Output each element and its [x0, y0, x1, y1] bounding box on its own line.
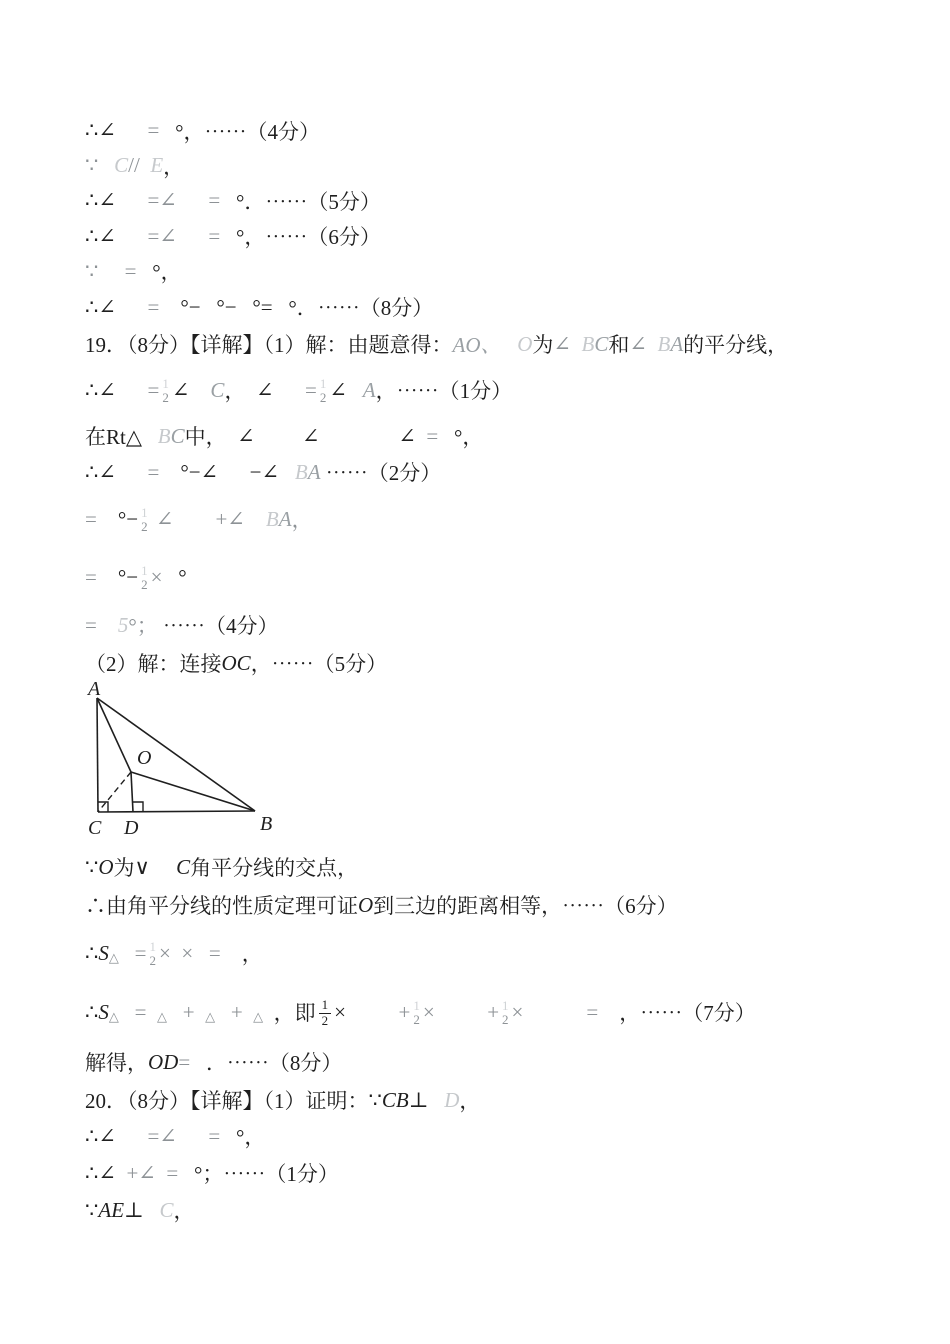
text-segment — [119, 1000, 135, 1025]
text-segment: °− — [216, 294, 237, 319]
text-segment: = — [208, 940, 221, 965]
text-segment — [273, 295, 289, 320]
text-segment: ∠ — [329, 377, 347, 402]
text-segment: ∠ — [237, 423, 255, 448]
fraction-one-half: 1 2 — [162, 375, 169, 405]
fraction-one-half: $\frac{1}{2}$ — [319, 998, 332, 1028]
text-segment: ∵ — [368, 1087, 382, 1112]
text-segment — [159, 460, 180, 485]
text-segment: C — [159, 1197, 174, 1222]
text-segment: C — [210, 377, 225, 402]
text-segment: ∠ — [155, 506, 174, 531]
text-segment: ．⋯⋯（8分） — [205, 1051, 343, 1075]
text-segment: °− — [180, 294, 201, 319]
figure-label-o: O — [137, 747, 152, 769]
text-segment — [140, 153, 151, 178]
text-segment: °，⋯⋯（4分） — [175, 119, 320, 144]
text-segment — [237, 295, 253, 320]
text-segment — [320, 424, 399, 449]
text-segment — [116, 188, 148, 213]
text-segment: A — [362, 377, 376, 402]
fraction-one-half: 1 2 — [413, 997, 420, 1027]
text-segment — [159, 118, 175, 143]
text-segment: △ — [156, 1009, 167, 1024]
text-segment — [218, 460, 250, 485]
text-segment — [347, 378, 363, 403]
text-segment — [274, 378, 306, 403]
text-segment: =∠ — [147, 223, 177, 248]
text-segment — [97, 565, 118, 590]
line-half-angles-1pt — [85, 362, 920, 418]
text-segment: = — [208, 223, 221, 248]
text-segment: 解得， — [85, 1051, 148, 1075]
text-segment — [97, 507, 118, 532]
text-segment: （2）解：连接 — [85, 652, 222, 676]
text-segment: 和 — [608, 333, 630, 357]
text-segment: × — [181, 940, 194, 965]
line-angle-eq-4pts — [85, 113, 920, 148]
text-segment — [435, 1000, 488, 1025]
text-segment — [150, 855, 176, 880]
text-segment: E — [150, 153, 164, 177]
text-segment — [177, 188, 209, 213]
text-segment: + — [398, 999, 411, 1024]
text-segment — [178, 1161, 194, 1186]
side-cb — [98, 811, 255, 812]
text-segment: S — [98, 999, 109, 1024]
text-segment: = — [426, 423, 439, 448]
text-segment — [190, 1050, 206, 1075]
text-segment: × — [422, 999, 435, 1024]
fraction-one-half: 1 2 — [502, 997, 509, 1027]
text-segment: ， — [163, 154, 185, 179]
text-segment — [98, 259, 124, 284]
solution-lines-bottom — [85, 848, 920, 1228]
line-o-intersection — [85, 848, 920, 886]
text-segment: △ — [108, 950, 119, 965]
text-segment: 20．（8分）【详解】（1）证明： — [85, 1089, 369, 1113]
text-segment: = — [134, 940, 147, 965]
text-segment: °， — [454, 425, 484, 449]
text-segment: °，⋯⋯（6分） — [236, 225, 381, 249]
text-segment: ∨ — [134, 854, 150, 879]
text-segment: AE — [98, 1197, 125, 1222]
text-segment: × — [334, 999, 346, 1024]
text-segment: °= — [252, 294, 273, 319]
text-segment: ， — [241, 942, 263, 966]
text-segment — [438, 424, 454, 449]
text-segment — [97, 613, 118, 638]
figure-label-a: A — [88, 682, 101, 700]
text-segment: ， — [224, 379, 246, 403]
text-segment: ∴ — [85, 940, 99, 965]
text-segment: ， — [291, 508, 313, 532]
text-segment: ∠ — [629, 331, 647, 356]
text-segment: ，⋯⋯（7分） — [619, 1001, 756, 1025]
line-angle-eq-5pts — [85, 183, 920, 218]
text-segment: ⋯⋯（4分） — [163, 614, 279, 638]
text-segment — [221, 941, 242, 966]
text-segment: B — [657, 331, 671, 356]
text-segment: = — [85, 506, 97, 531]
text-segment: ∴∠ — [85, 377, 116, 402]
text-segment: OC — [221, 650, 251, 675]
text-segment: 为 — [532, 333, 554, 357]
text-segment: A — [278, 506, 292, 531]
text-segment: + — [230, 999, 243, 1024]
text-segment — [167, 1000, 183, 1025]
text-segment: B — [265, 506, 279, 531]
text-segment: B — [157, 423, 171, 448]
text-segment — [523, 1000, 586, 1025]
line-q20-sum-1pt — [85, 1154, 920, 1192]
text-segment: ° — [178, 564, 187, 589]
text-segment — [189, 378, 210, 403]
text-segment: ⊥ — [408, 1087, 429, 1112]
text-segment: ⋯⋯（2分） — [325, 461, 442, 485]
text-segment — [220, 1124, 236, 1149]
text-segment: C — [176, 854, 191, 879]
text-segment — [116, 460, 148, 485]
text-segment — [136, 259, 152, 284]
text-segment: ，即 — [273, 1001, 316, 1025]
text-segment: O — [98, 854, 114, 879]
line-result-4pts — [85, 606, 920, 644]
text-segment — [346, 1000, 399, 1025]
line-half-times — [85, 548, 920, 606]
line-area-sum-7pts — [85, 982, 920, 1042]
text-segment: C — [170, 423, 185, 448]
segment-oc-dashed — [98, 772, 131, 812]
text-segment — [263, 1000, 274, 1025]
text-segment: × — [511, 999, 524, 1024]
text-segment: +∠ — [215, 506, 245, 531]
text-segment: + — [487, 999, 500, 1024]
text-segment: ，⋯⋯（1分） — [375, 379, 513, 403]
text-segment: 角平分线的交点， — [190, 856, 359, 880]
text-segment — [195, 1000, 206, 1025]
text-segment — [159, 295, 180, 320]
segment-od — [131, 772, 133, 812]
text-segment — [173, 507, 215, 532]
text-segment: 到三边的距离相等，⋯⋯（6分） — [373, 894, 678, 918]
text-segment: = — [166, 1160, 179, 1185]
text-segment: ∴∠ — [85, 188, 116, 212]
line-area-abc — [85, 924, 920, 982]
line-q20-ae-perp — [85, 1192, 920, 1228]
text-segment: ∴∠ — [85, 294, 116, 319]
line-distance-equal-6pts — [85, 886, 920, 924]
line-angle-eq-6pts — [85, 218, 920, 254]
text-segment — [116, 224, 148, 249]
text-segment: ∴∠ — [85, 1123, 116, 1148]
text-segment — [428, 1088, 444, 1113]
line-parallel-premise — [85, 148, 920, 183]
text-segment — [201, 295, 217, 320]
text-segment: ， — [173, 1199, 195, 1223]
text-segment: ∵ — [85, 258, 99, 283]
fraction-one-half: 1 2 — [149, 938, 156, 968]
side-ac — [97, 698, 98, 812]
text-segment — [162, 565, 178, 590]
solution-lines-top — [85, 113, 920, 682]
text-segment: ∠ — [301, 423, 320, 448]
text-segment: 为 — [113, 856, 135, 880]
text-segment — [571, 332, 582, 357]
text-segment: ∠ — [255, 377, 274, 402]
fraction-one-half: 1 2 — [141, 562, 148, 592]
text-segment — [144, 1198, 160, 1223]
text-segment: AO、 — [452, 333, 502, 357]
text-segment: 在Rt△ — [85, 425, 142, 449]
geometry-figure — [85, 682, 920, 848]
text-segment — [116, 1124, 148, 1149]
figure-label-c: C — [88, 817, 102, 839]
line-aob-expansion-2pts — [85, 454, 920, 490]
text-segment — [116, 378, 148, 403]
text-segment: O — [358, 892, 374, 917]
text-segment: CB — [381, 1087, 409, 1112]
text-segment: = — [178, 1049, 191, 1074]
text-segment: = — [208, 188, 221, 212]
line-angle-eq-8pts — [85, 288, 920, 326]
text-segment — [255, 424, 302, 449]
text-segment: A — [307, 459, 321, 484]
text-segment: △ — [253, 1009, 264, 1024]
text-segment: −∠ — [249, 459, 280, 484]
text-segment — [279, 460, 295, 485]
text-segment: 的平分线， — [683, 333, 789, 357]
text-segment — [177, 224, 209, 249]
text-segment: 19．（8分）【详解】（1）解：由题意得： — [85, 333, 453, 357]
text-segment: // — [128, 153, 140, 177]
text-segment: °− — [117, 564, 139, 589]
text-segment — [416, 424, 427, 449]
fraction-one-half: 1 2 — [141, 504, 148, 534]
text-segment: △ — [108, 1009, 119, 1024]
text-segment: 5 — [117, 612, 129, 637]
text-segment — [220, 224, 236, 249]
figure-label-b: B — [260, 813, 273, 835]
line-connect-oc-5pts — [85, 644, 920, 682]
text-segment: =∠ — [147, 188, 177, 212]
text-segment: = — [85, 564, 97, 589]
text-segment: ⊥ — [124, 1197, 144, 1222]
text-segment — [245, 378, 256, 403]
text-segment: ∵ — [85, 1197, 99, 1222]
text-segment: C — [114, 153, 129, 177]
text-segment: °．⋯⋯（5分） — [236, 189, 381, 214]
text-segment: × — [150, 564, 163, 589]
text-segment — [227, 424, 238, 449]
text-segment — [245, 507, 266, 532]
text-segment: O — [517, 331, 533, 356]
text-segment: ，⋯⋯（5分） — [250, 652, 388, 676]
text-segment: = — [124, 258, 137, 283]
side-ab — [97, 698, 255, 811]
text-segment: ， — [459, 1089, 481, 1113]
text-segment — [502, 332, 518, 357]
text-segment: ∴∠ — [85, 118, 116, 142]
text-segment: C — [594, 331, 609, 356]
text-segment: ∠ — [171, 377, 190, 402]
text-segment — [142, 424, 158, 449]
text-segment: ∴由角平分线的性质定理可证 — [85, 894, 358, 918]
right-angle-mark-d — [133, 802, 143, 812]
text-segment — [146, 1000, 157, 1025]
text-segment — [116, 1161, 127, 1186]
text-segment: 中， — [184, 425, 227, 449]
text-segment — [116, 118, 148, 143]
text-segment: °；⋯⋯（1分） — [194, 1162, 339, 1186]
text-segment: = — [147, 294, 160, 319]
text-segment: = — [586, 999, 599, 1024]
text-segment: ∠ — [398, 423, 416, 448]
line-q19-header — [85, 326, 920, 362]
text-segment: A — [670, 331, 684, 356]
text-segment: °， — [152, 260, 182, 284]
line-q20-header — [85, 1082, 920, 1118]
text-segment: = — [147, 459, 160, 484]
segment-ob — [131, 772, 255, 811]
text-segment: ∵ — [85, 854, 99, 879]
text-segment — [177, 1124, 209, 1149]
text-segment — [98, 153, 114, 178]
text-segment: = — [305, 377, 317, 402]
text-segment: °−∠ — [180, 459, 219, 484]
triangle-diagram — [85, 682, 295, 848]
text-segment: ∴∠ — [85, 1160, 116, 1185]
line-q20-angles-eq — [85, 1118, 920, 1154]
segment-ao — [97, 698, 131, 772]
text-segment — [116, 295, 148, 320]
text-segment — [243, 1000, 254, 1025]
text-segment: +∠ — [126, 1160, 156, 1185]
text-segment: ∵ — [85, 153, 99, 177]
text-segment — [193, 941, 209, 966]
text-segment: ∴ — [85, 999, 99, 1024]
text-segment: = — [85, 612, 97, 637]
text-segment: = — [147, 118, 160, 142]
line-solve-od-8pts — [85, 1042, 920, 1082]
text-segment — [647, 332, 658, 357]
fraction-one-half: 1 2 — [319, 375, 327, 405]
text-segment — [220, 188, 236, 213]
text-segment: = — [134, 999, 147, 1024]
line-half-sum — [85, 490, 920, 548]
text-segment — [156, 1161, 167, 1186]
text-segment: °．⋯⋯（8分） — [288, 296, 434, 320]
line-because-degree — [85, 254, 920, 288]
text-segment: °− — [117, 506, 139, 531]
text-segment — [171, 941, 182, 966]
text-segment: °； — [128, 614, 158, 638]
figure-label-d: D — [124, 817, 139, 839]
line-rt-triangle — [85, 418, 920, 454]
text-segment: S — [98, 940, 109, 965]
text-segment: + — [182, 999, 195, 1024]
text-segment: B — [581, 331, 595, 356]
text-segment — [598, 1000, 619, 1025]
text-segment: ∴∠ — [85, 459, 116, 484]
text-segment: D — [444, 1087, 460, 1112]
text-segment: ∴∠ — [85, 223, 116, 248]
text-segment: °， — [236, 1125, 266, 1149]
text-segment: = — [208, 1123, 221, 1148]
text-segment: =∠ — [147, 1123, 177, 1148]
text-segment — [119, 941, 135, 966]
text-segment: = — [147, 377, 160, 402]
text-segment: B — [294, 459, 308, 484]
text-segment: × — [158, 940, 171, 965]
text-segment: △ — [205, 1009, 216, 1024]
text-segment: OD — [148, 1049, 179, 1074]
text-segment — [215, 1000, 231, 1025]
text-segment: ∠ — [553, 331, 572, 356]
